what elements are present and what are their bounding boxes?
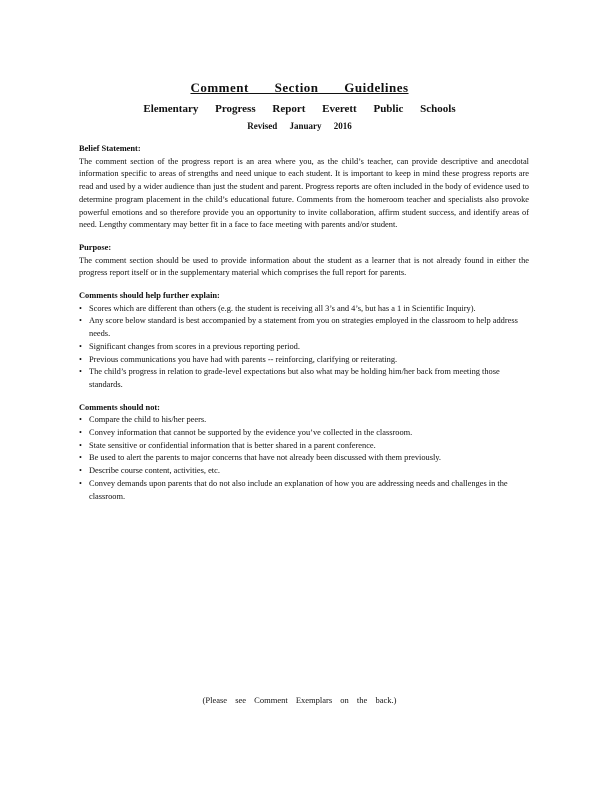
document-subtitle: Elementary Progress Report Everett Public Schools: [143, 103, 456, 115]
revision-date: Revised January 2016: [247, 121, 352, 131]
list-item: • Compare the child to his/her peers.: [79, 414, 529, 427]
list-item: • Describe course content, activities, etc.: [79, 465, 529, 478]
belief-heading: Belief Statement:: [79, 144, 141, 153]
list-item: • Be used to alert the parents to major concerns that have not already been discussed with them previously.: [79, 452, 529, 465]
list-item: • Any score below standard is best accompanied by a statement from you on strategies employed in the classroom to help address needs.: [79, 315, 529, 340]
should-not-list: [79, 414, 529, 503]
purpose-section: [79, 242, 529, 280]
document-body: [79, 143, 529, 513]
list-item: • Previous communications you have had with parents -- reinforcing, clarifying or reiterating.: [79, 354, 529, 367]
should-section: [79, 290, 529, 392]
list-item: • Scores which are different than others (e.g. the student is receiving all 3’s and 4’s, but has a 1 in Scientific Inquiry).: [79, 303, 529, 316]
belief-section: [79, 143, 529, 232]
purpose-text: The comment section should be used to provide information about the student as a learner that is not already found in either the progress report itself or in the supplementary material which comprises the full report for parents.: [79, 255, 529, 278]
should-not-section: [79, 402, 529, 504]
list-item: • Significant changes from scores in a previous reporting period.: [79, 341, 529, 354]
should-not-heading: Comments should not:: [79, 402, 160, 412]
list-item: • Convey demands upon parents that do not also include an explanation of how you are addressing needs and challenges in the classroom.: [79, 478, 529, 503]
list-item: • The child’s progress in relation to grade-level expectations but also what may be holding him/her back from meeting those standards.: [79, 366, 529, 391]
should-list: [79, 303, 529, 392]
list-item: • Convey information that cannot be supported by the evidence you’ve collected in the classroom.: [79, 427, 529, 440]
purpose-heading: Purpose:: [79, 242, 112, 252]
belief-text: The comment section of the progress report is an area where you, as the child’s teacher, can provide descriptive and anecdotal information specific to areas of strengths and need unique to each student. It is important to keep in mind these progress reports are read and used by a wider audience than just the student and parent. Progress reports are often included in the body of evidence used to determine program placement in the child’s educational future. Comments from the homeroom teacher and specialists also provoke powerful emotions and so therefore provide you an opportunity to invite collaboration, affirm student success, and identify areas of need. Lengthy commentary may better fit in a face to face meeting with parents and/or student.: [79, 156, 529, 230]
document-title-text: Comment Section Guidelines: [190, 80, 409, 95]
footer-note: (Please see Comment Exemplars on the back.): [202, 695, 397, 705]
document-title: [0, 80, 599, 96]
list-item: • State sensitive or confidential information that is better shared in a parent conference.: [79, 440, 529, 453]
should-heading: Comments should help further explain:: [79, 291, 220, 301]
